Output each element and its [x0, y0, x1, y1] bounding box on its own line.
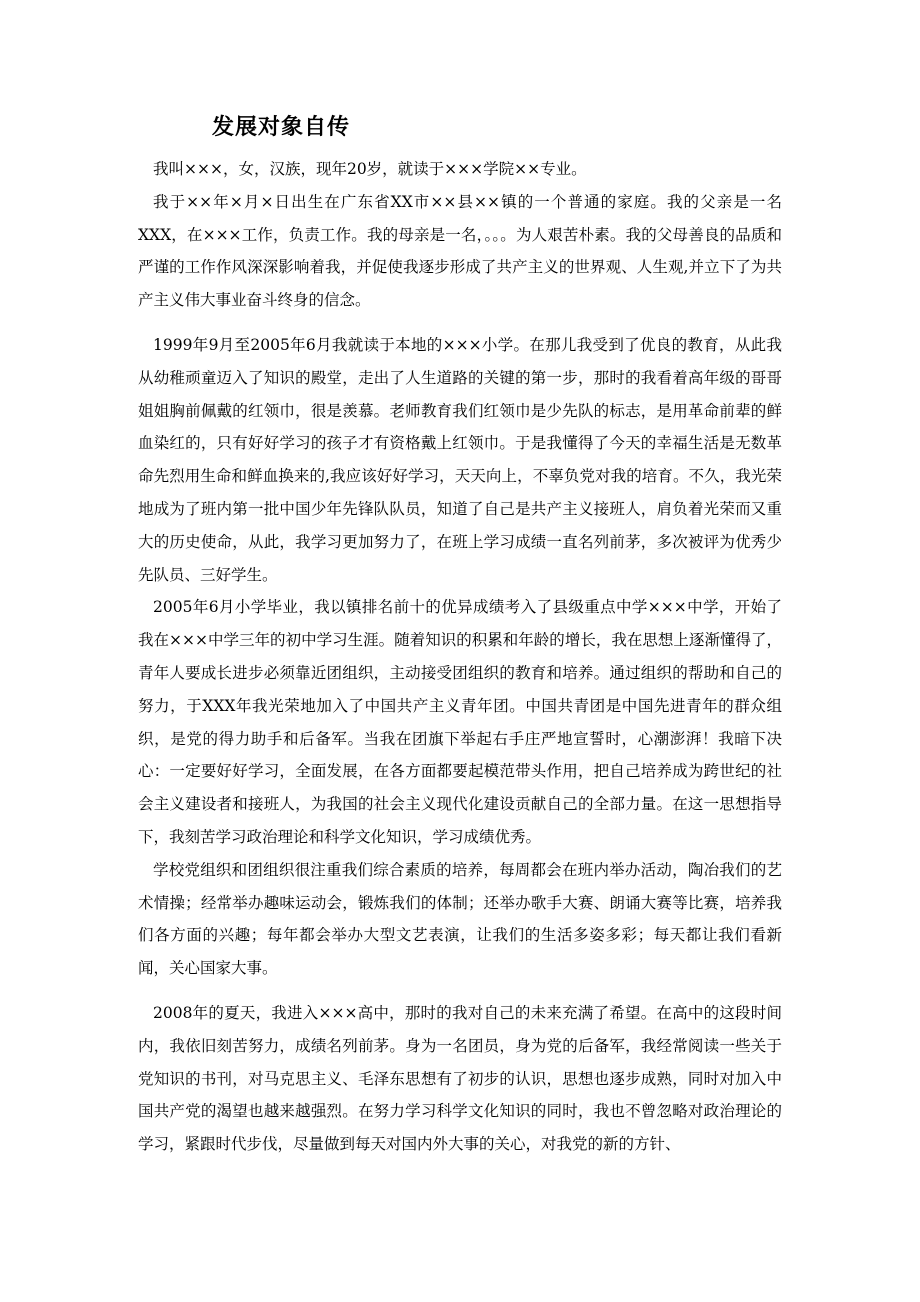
paragraph-primary-school: 1999年9月至2005年6月我就读于本地的×××小学。在那儿我受到了优良的教育，从此我从幼稚顽童迈入了知识的殿堂，走出了人生道路的关键的第一步，那时的我看着高年级的哥哥姐姐胸前佩戴的红领巾，很是羡慕。老师教育我们红领巾是少先队的标志，是用革命前辈的鲜血染红的，只有好好学习的孩子才有资格戴上红领巾。于是我懂得了今天的幸福生活是无数革命先烈用生命和鲜血换来的,我应该好好学习，天天向上，不辜负党对我的培育。不久，我光荣地成为了班内第一批中国少年先锋队队员，知道了自己是共产主义接班人，肩负着光荣而又重大的历史使命，从此，我学习更加努力了，在班上学习成绩一直名列前茅，多次被评为优秀少先队员、三好学生。 — [138, 335, 782, 584]
paragraph-middle-school: 2005年6月小学毕业，我以镇排名前十的优异成绩考入了县级重点中学×××中学，开始了我在×××中学三年的初中学习生涯。随着知识的积累和年龄的增长，我在思想上逐渐懂得了，青年人要成长进步必须靠近团组织，主动接受团组织的教育和培养。通过组织的帮助和自己的努力，于XXX年我光荣地加入了中国共产主义青年团。中国共青团是中国先进青年的群众组织，是党的得力助手和后备军。当我在团旗下举起右手庄严地宣誓时，心潮澎湃！我暗下决心：一定要好好学习，全面发展，在各方面都要起模范带头作用，把自己培养成为跨世纪的社会主义建设者和接班人，为我国的社会主义现代化建设贡献自己的全部力量。在这一思想指导下，我刻苦学习政治理论和科学文化知识，学习成绩优秀。 — [138, 598, 782, 846]
paragraph-high-school: 2008年的夏天，我进入×××高中，那时的我对自己的未来充满了希望。在高中的这段时间内，我依旧刻苦努力，成绩名列前茅。身为一名团员，身为党的后备军，我经常阅读一些关于党知识的书刊，对马克思主义、毛泽东思想有了初步的认识，思想也逐步成熟，同时对加入中国共产党的渴望也越来越强烈。在努力学习科学文化知识的同时，我也不曾忽略对政治理论的学习，紧跟时代步伐，尽量做到每天对国内外大事的关心，对我党的新的方针、 — [138, 1003, 782, 1154]
paragraph-family: 我于××年×月×日出生在广东省XX市××县××镇的一个普通的家庭。我的父亲是一名XXX，在×××工作，负责工作。我的母亲是一名，。。。为人艰苦朴素。我的父母善良的品质和严谨的工作作风深深影响着我，并促使我逐步形成了共产主义的世界观、人生观,并立下了为共产主义伟大事业奋斗终身的信念。 — [138, 192, 782, 310]
document-title: 发展对象自传 — [212, 115, 351, 140]
paragraph-school-activities: 学校党组织和团组织很注重我们综合素质的培养，每周都会在班内举办活动，陶冶我们的艺术情操；经常举办趣味运动会，锻炼我们的体制；还举办歌手大赛、朗诵大赛等比赛，培养我们各方面的兴趣；每年都会举办大型文艺表演，让我们的生活多姿多彩；每天都让我们看新闻，关心国家大事。 — [138, 860, 782, 978]
paragraph-introduction: 我叫×××，女，汉族，现年20岁，就读于×××学院××专业。 — [153, 160, 587, 178]
document-body — [138, 153, 782, 1161]
